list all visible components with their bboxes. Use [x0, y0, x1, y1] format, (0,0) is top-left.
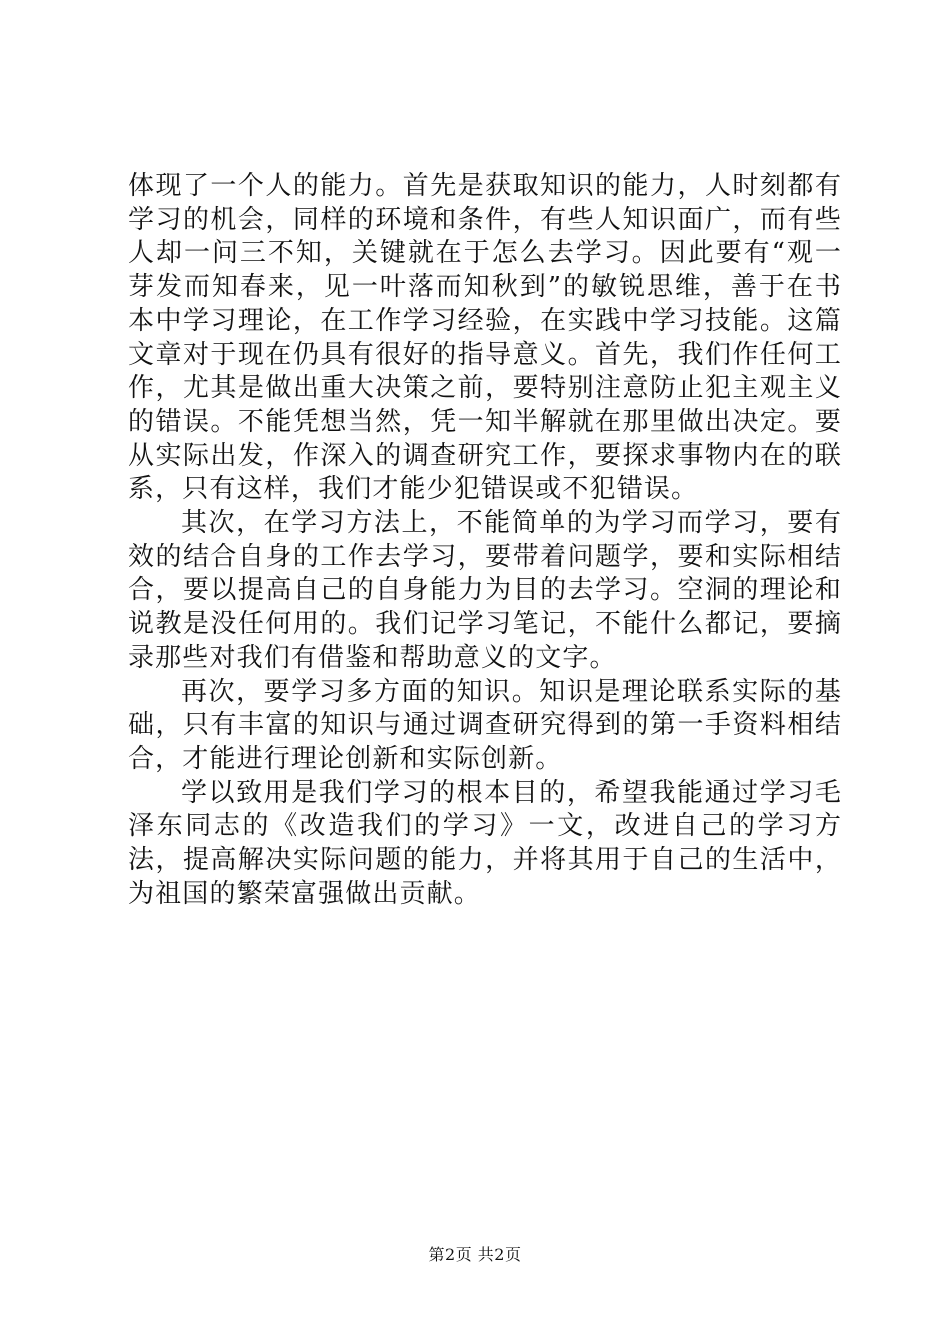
paragraph-1: 体现了一个人的能力。首先是获取知识的能力，人时刻都有学习的机会，同样的环境和条件，有些人知识面广，而有些人却一问三不知，关键就在于怎么去学习。因此要有“观一芽发而知春来，见一叶落而知秋到”的敏锐思维，善于在书本中学习理论，在工作学习经验，在实践中学习技能。这篇文章对于现在仍具有很好的指导意义。首先，我们作任何工作，尤其是做出重大决策之前，要特别注意防止犯主观主义的错误。不能凭想当然，凭一知半解就在那里做出决定。要从实际出发，作深入的调查研究工作，要探求事物内在的联系，只有这样，我们才能少犯错误或不犯错误。 — [128, 171, 842, 505]
paragraph-4: 学以致用是我们学习的根本目的，希望我能通过学习毛泽东同志的《改造我们的学习》一文，改进自己的学习方法，提高解决实际问题的能力，并将其用于自己的生活中，为祖国的繁荣富强做出贡献。 — [128, 777, 842, 909]
paragraph-3: 再次，要学习多方面的知识。知识是理论联系实际的基础，只有丰富的知识与通过调查研究得到的第一手资料相结合，才能进行理论创新和实际创新。 — [128, 676, 842, 774]
page-number-footer: 第2页 共2页 — [428, 1245, 522, 1264]
document-body — [128, 170, 842, 911]
paragraph-2: 其次，在学习方法上，不能简单的为学习而学习，要有效的结合自身的工作去学习，要带着问题学，要和实际相结合，要以提高自己的自身能力为目的去学习。空洞的理论和说教是没任何用的。我们记学习笔记，不能什么都记，要摘录那些对我们有借鉴和帮助意义的文字。 — [128, 508, 842, 673]
